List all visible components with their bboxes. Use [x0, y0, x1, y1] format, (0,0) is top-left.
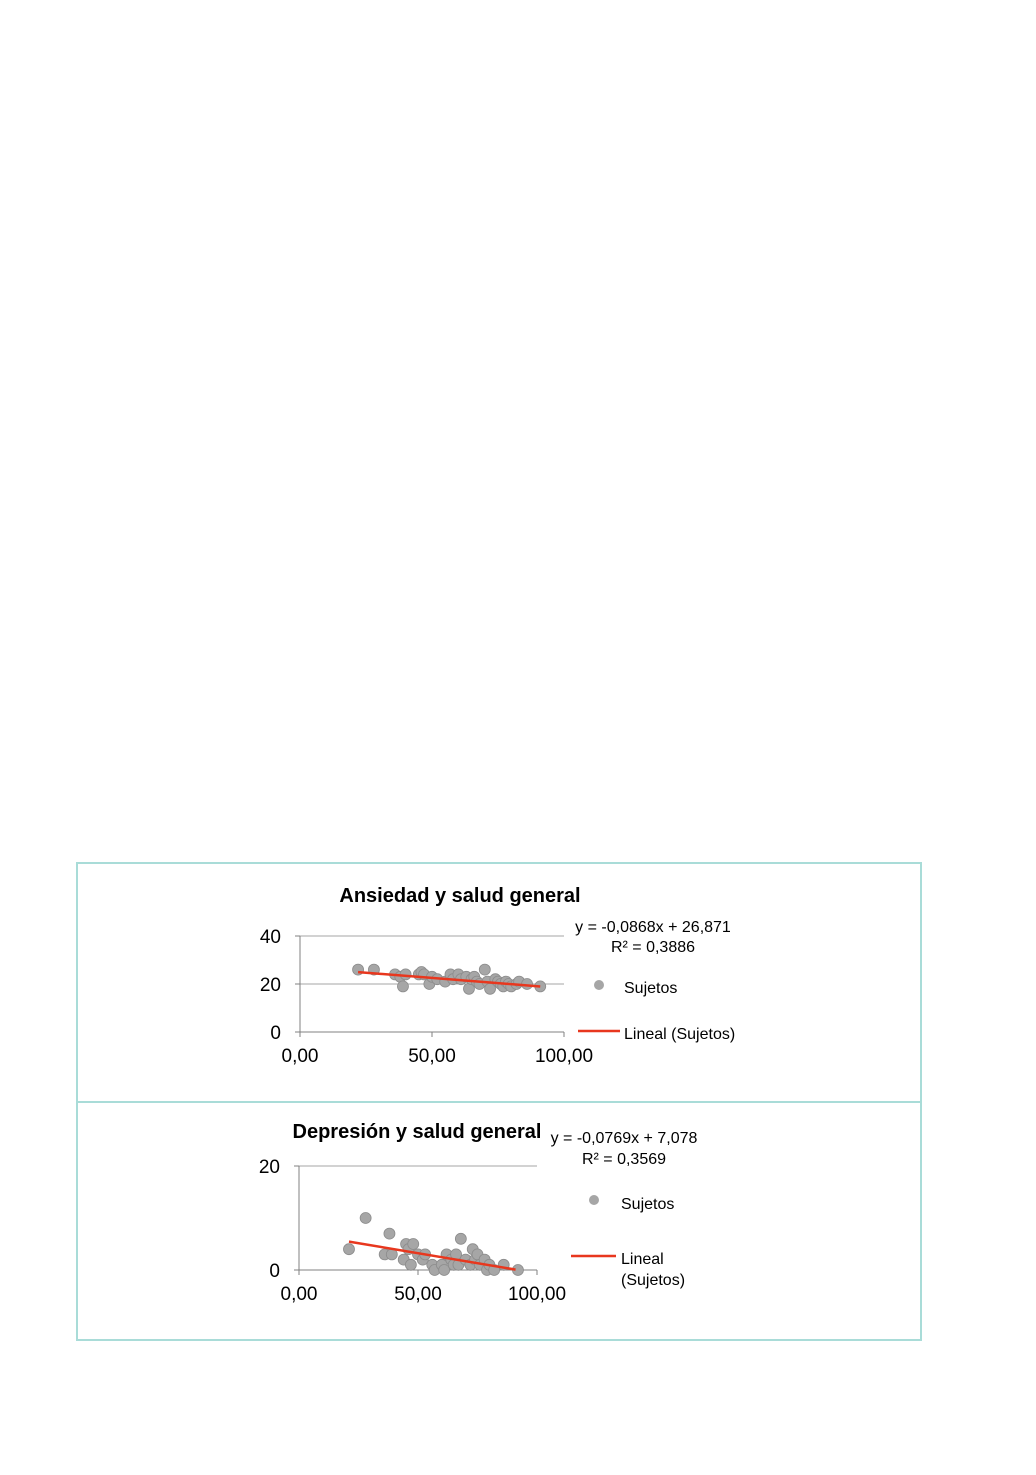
- y-tick-label: 20: [259, 975, 281, 996]
- y-tick-label: 0: [269, 1261, 280, 1282]
- x-tick-label: 100,00: [507, 1284, 567, 1305]
- legend-label-lineal-line2: (Sujetos): [621, 1272, 686, 1289]
- legend-marker-sujetos: [589, 1195, 599, 1205]
- data-point: [384, 1228, 395, 1239]
- data-point: [455, 1233, 466, 1244]
- legend-label-sujetos: Sujetos: [624, 980, 678, 997]
- legend-label-lineal: Lineal (Sujetos): [624, 1026, 736, 1043]
- data-point: [360, 1213, 371, 1224]
- trend-equation: y = -0,0868x + 26,871: [575, 919, 731, 936]
- data-point: [408, 1239, 419, 1250]
- trend-equation: y = -0,0769x + 7,078: [550, 1130, 698, 1147]
- x-tick-label: 50,00: [408, 1046, 456, 1067]
- trend-r-squared: R² = 0,3886: [610, 939, 696, 956]
- legend-label-sujetos: Sujetos: [621, 1196, 675, 1213]
- chart-title: Ansiedad y salud general: [339, 885, 581, 907]
- y-tick-label: 40: [259, 927, 281, 948]
- legend-label-lineal-line1: Lineal: [621, 1251, 664, 1268]
- trend-r-squared: R² = 0,3569: [581, 1151, 667, 1168]
- x-tick-label: 100,00: [534, 1046, 594, 1067]
- x-tick-label: 0,00: [280, 1284, 318, 1305]
- data-point: [343, 1244, 354, 1255]
- chart-title: Depresión y salud general: [292, 1121, 542, 1143]
- y-tick-label: 0: [270, 1023, 281, 1044]
- x-tick-label: 50,00: [394, 1284, 442, 1305]
- y-tick-label: 20: [258, 1157, 280, 1178]
- x-tick-label: 0,00: [281, 1046, 319, 1067]
- data-point: [405, 1259, 416, 1270]
